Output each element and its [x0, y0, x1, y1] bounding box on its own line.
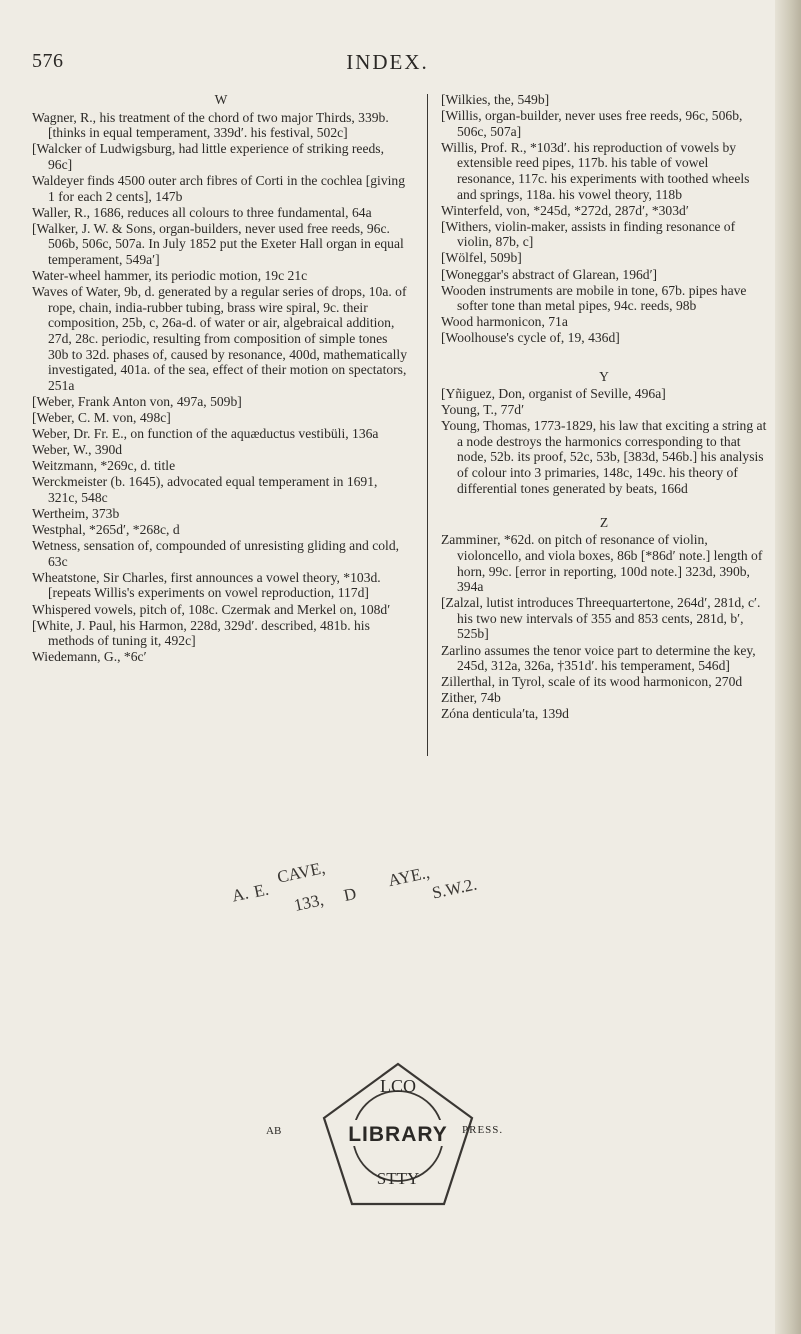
- index-entry: [Yñiguez, Don, organist of Seville, 496a]: [441, 386, 666, 402]
- index-column-right: [441, 92, 767, 722]
- page-edge: [775, 0, 801, 1334]
- index-entry: [Zalzal, lutist introduces Threequartertone, 264d′, 281d, c′. his two new intervals of 355 and 853 cents, 281d, b′, 525b]: [441, 595, 761, 642]
- seal-top-text: LCO: [380, 1076, 416, 1096]
- index-entry: Wetness, sensation of, compounded of unresisting gliding and cold, 63c: [32, 538, 400, 569]
- index-entry: Zither, 74b: [441, 690, 501, 706]
- stamp-word: A.: [230, 883, 251, 906]
- index-entry: Wood harmonicon, 71a: [441, 314, 568, 330]
- entry-list-z: [441, 532, 767, 722]
- stamp-word: E.: [252, 879, 271, 902]
- stamp-word: CAVE,: [275, 858, 327, 887]
- page-number: 576: [32, 50, 64, 72]
- index-entry: Zillerthal, in Tyrol, scale of its wood harmonicon, 270d: [441, 674, 743, 690]
- index-entry: Wiedemann, G., *6c′: [32, 649, 147, 665]
- index-entry: [White, J. Paul, his Harmon, 228d, 329d′. described, 481b. his methods of tuning it, 492c]: [32, 617, 370, 649]
- index-entry: Zarlino assumes the tenor voice part to determine the key, 245d, 312a, 326a, †351d′. his temperament, 546d]: [441, 642, 756, 674]
- index-entry: Waldeyer finds 4500 outer arch fibres of Corti in the cochlea [giving 1 for each 2 cents], 147b: [32, 172, 405, 204]
- index-entry: [Woolhouse's cycle of, 19, 436d]: [441, 330, 620, 346]
- entry-list-w-continued: [441, 92, 767, 346]
- stamp-word: S.W.2.: [430, 874, 479, 903]
- stamp-word: D: [342, 883, 359, 906]
- index-entry: Weber, Dr. Fr. E., on function of the aquæductus vestibüli, 136a: [32, 425, 379, 441]
- seal-center-text: LIBRARY: [348, 1123, 448, 1146]
- index-entry: [Weber, C. M. von, 498c]: [32, 409, 171, 425]
- ownership-stamp: [232, 855, 612, 917]
- entry-list-w: [32, 110, 410, 665]
- index-entry: Werckmeister (b. 1645), advocated equal temperament in 1691, 321c, 548c: [32, 474, 378, 505]
- index-entry: [Walker, J. W. & Sons, organ-builders, never used free reeds, 96c. 506b, 506c, 507a. In July 1852 put the Exeter Hall organ in equal temperament, 549a′]: [32, 220, 404, 267]
- index-entry: Waller, R., 1686, reduces all colours to three fundamental, 64a: [32, 204, 372, 220]
- seal-bottom-text: STTY: [376, 1169, 420, 1188]
- index-entry: Weitzmann, *269c, d. title: [32, 458, 176, 474]
- index-entry: Young, T., 77d′: [441, 402, 525, 418]
- section-letter-w: W: [214, 92, 228, 107]
- column-divider: [427, 94, 428, 756]
- running-head: INDEX.: [346, 50, 429, 74]
- index-entry: Wertheim, 373b: [32, 505, 120, 521]
- index-entry: Westphal, *265d′, *268c, d: [32, 522, 180, 538]
- library-seal: [318, 1060, 478, 1210]
- index-entry: Wagner, R., his treatment of the chord of two major Thirds, 339b. [thinks in equal temperament, 339d′. his festival, 502c]: [32, 109, 389, 141]
- index-entry: Whispered vowels, pitch of, 108c. Czermak and Merkel on, 108d′: [32, 601, 391, 617]
- seal-side-text-left: AB: [266, 1125, 282, 1137]
- index-entry: [Wölfel, 509b]: [441, 250, 522, 266]
- section-letter-y: Y: [599, 368, 609, 384]
- index-entry: Water-wheel hammer, its periodic motion, 19c 21c: [32, 268, 308, 284]
- index-entry: [Woneggar's abstract of Glarean, 196d′]: [441, 266, 658, 282]
- index-entry: Zóna denticula′ta, 139d: [441, 706, 569, 722]
- index-entry: [Walcker of Ludwigsburg, had little experience of striking reeds, 96c]: [32, 141, 384, 172]
- entry-list-y: [441, 386, 767, 496]
- index-entry: Zamminer, *62d. on pitch of resonance of violin, violoncello, and viola boxes, 86b [*86d′ note.] length of horn, 99c. [error in reporting, 100d note.] 323d, 390b, 394a: [441, 532, 763, 595]
- index-entry: Waves of Water, 9b, d. generated by a regular series of drops, 10a. of rope, chain, india-rubber tubing, brass wire spiral, 9c. their composition, 25b, c, 26a-d. of water or air, algebraical addition, 27d, 28c. periodic, resulting from composition of simple tones 30b to 32d. phases of, caused by resonance, 400d, mathematically investigated, 401a. of the sea, effect of their motion on spectators, 251a: [32, 284, 407, 393]
- stamp-word: 133,: [292, 890, 326, 915]
- index-entry: Young, Thomas, 1773-1829, his law that exciting a string at a node destroys the harmonics corresponding to that node, 52b. its proof, 52c, 53b, [383d, 546b.] his analysis of colour into 3 primaries, 148c, 149c. his theory of differential tones generated by beats, 166d: [441, 418, 767, 496]
- section-letter-z: Z: [599, 514, 609, 530]
- index-entry: Willis, Prof. R., *103d′. his reproduction of vowels by extensible reed pipes, 117b. his table of vowel resonance, 117c. his experiments with toothed wheels and springs, 118a. his vowel theory, 118b: [441, 139, 750, 202]
- stamp-word: AYE.,: [386, 862, 432, 891]
- index-entry: [Withers, violin-maker, assists in finding resonance of violin, 87b, c]: [441, 218, 736, 250]
- seal-side-text-right: PRESS.: [462, 1124, 504, 1136]
- index-entry: [Willis, organ-builder, never uses free reeds, 96c, 506b, 506c, 507a]: [441, 108, 743, 139]
- index-column-left: [32, 92, 410, 665]
- index-entry: Wooden instruments are mobile in tone, 67b. pipes have softer tone than metal pipes, 94c. reeds, 98b: [441, 282, 747, 314]
- index-entry: [Weber, Frank Anton von, 497a, 509b]: [32, 393, 242, 409]
- index-entry: Winterfeld, von, *245d, *272d, 287d′, *303d′: [441, 202, 689, 218]
- index-entry: Weber, W., 390d: [32, 442, 123, 458]
- index-entry: [Wilkies, the, 549b]: [441, 92, 550, 107]
- index-entry: Wheatstone, Sir Charles, first announces a vowel theory, *103d. [repeats Willis's experiments on vowel reproduction, 117d]: [32, 569, 381, 601]
